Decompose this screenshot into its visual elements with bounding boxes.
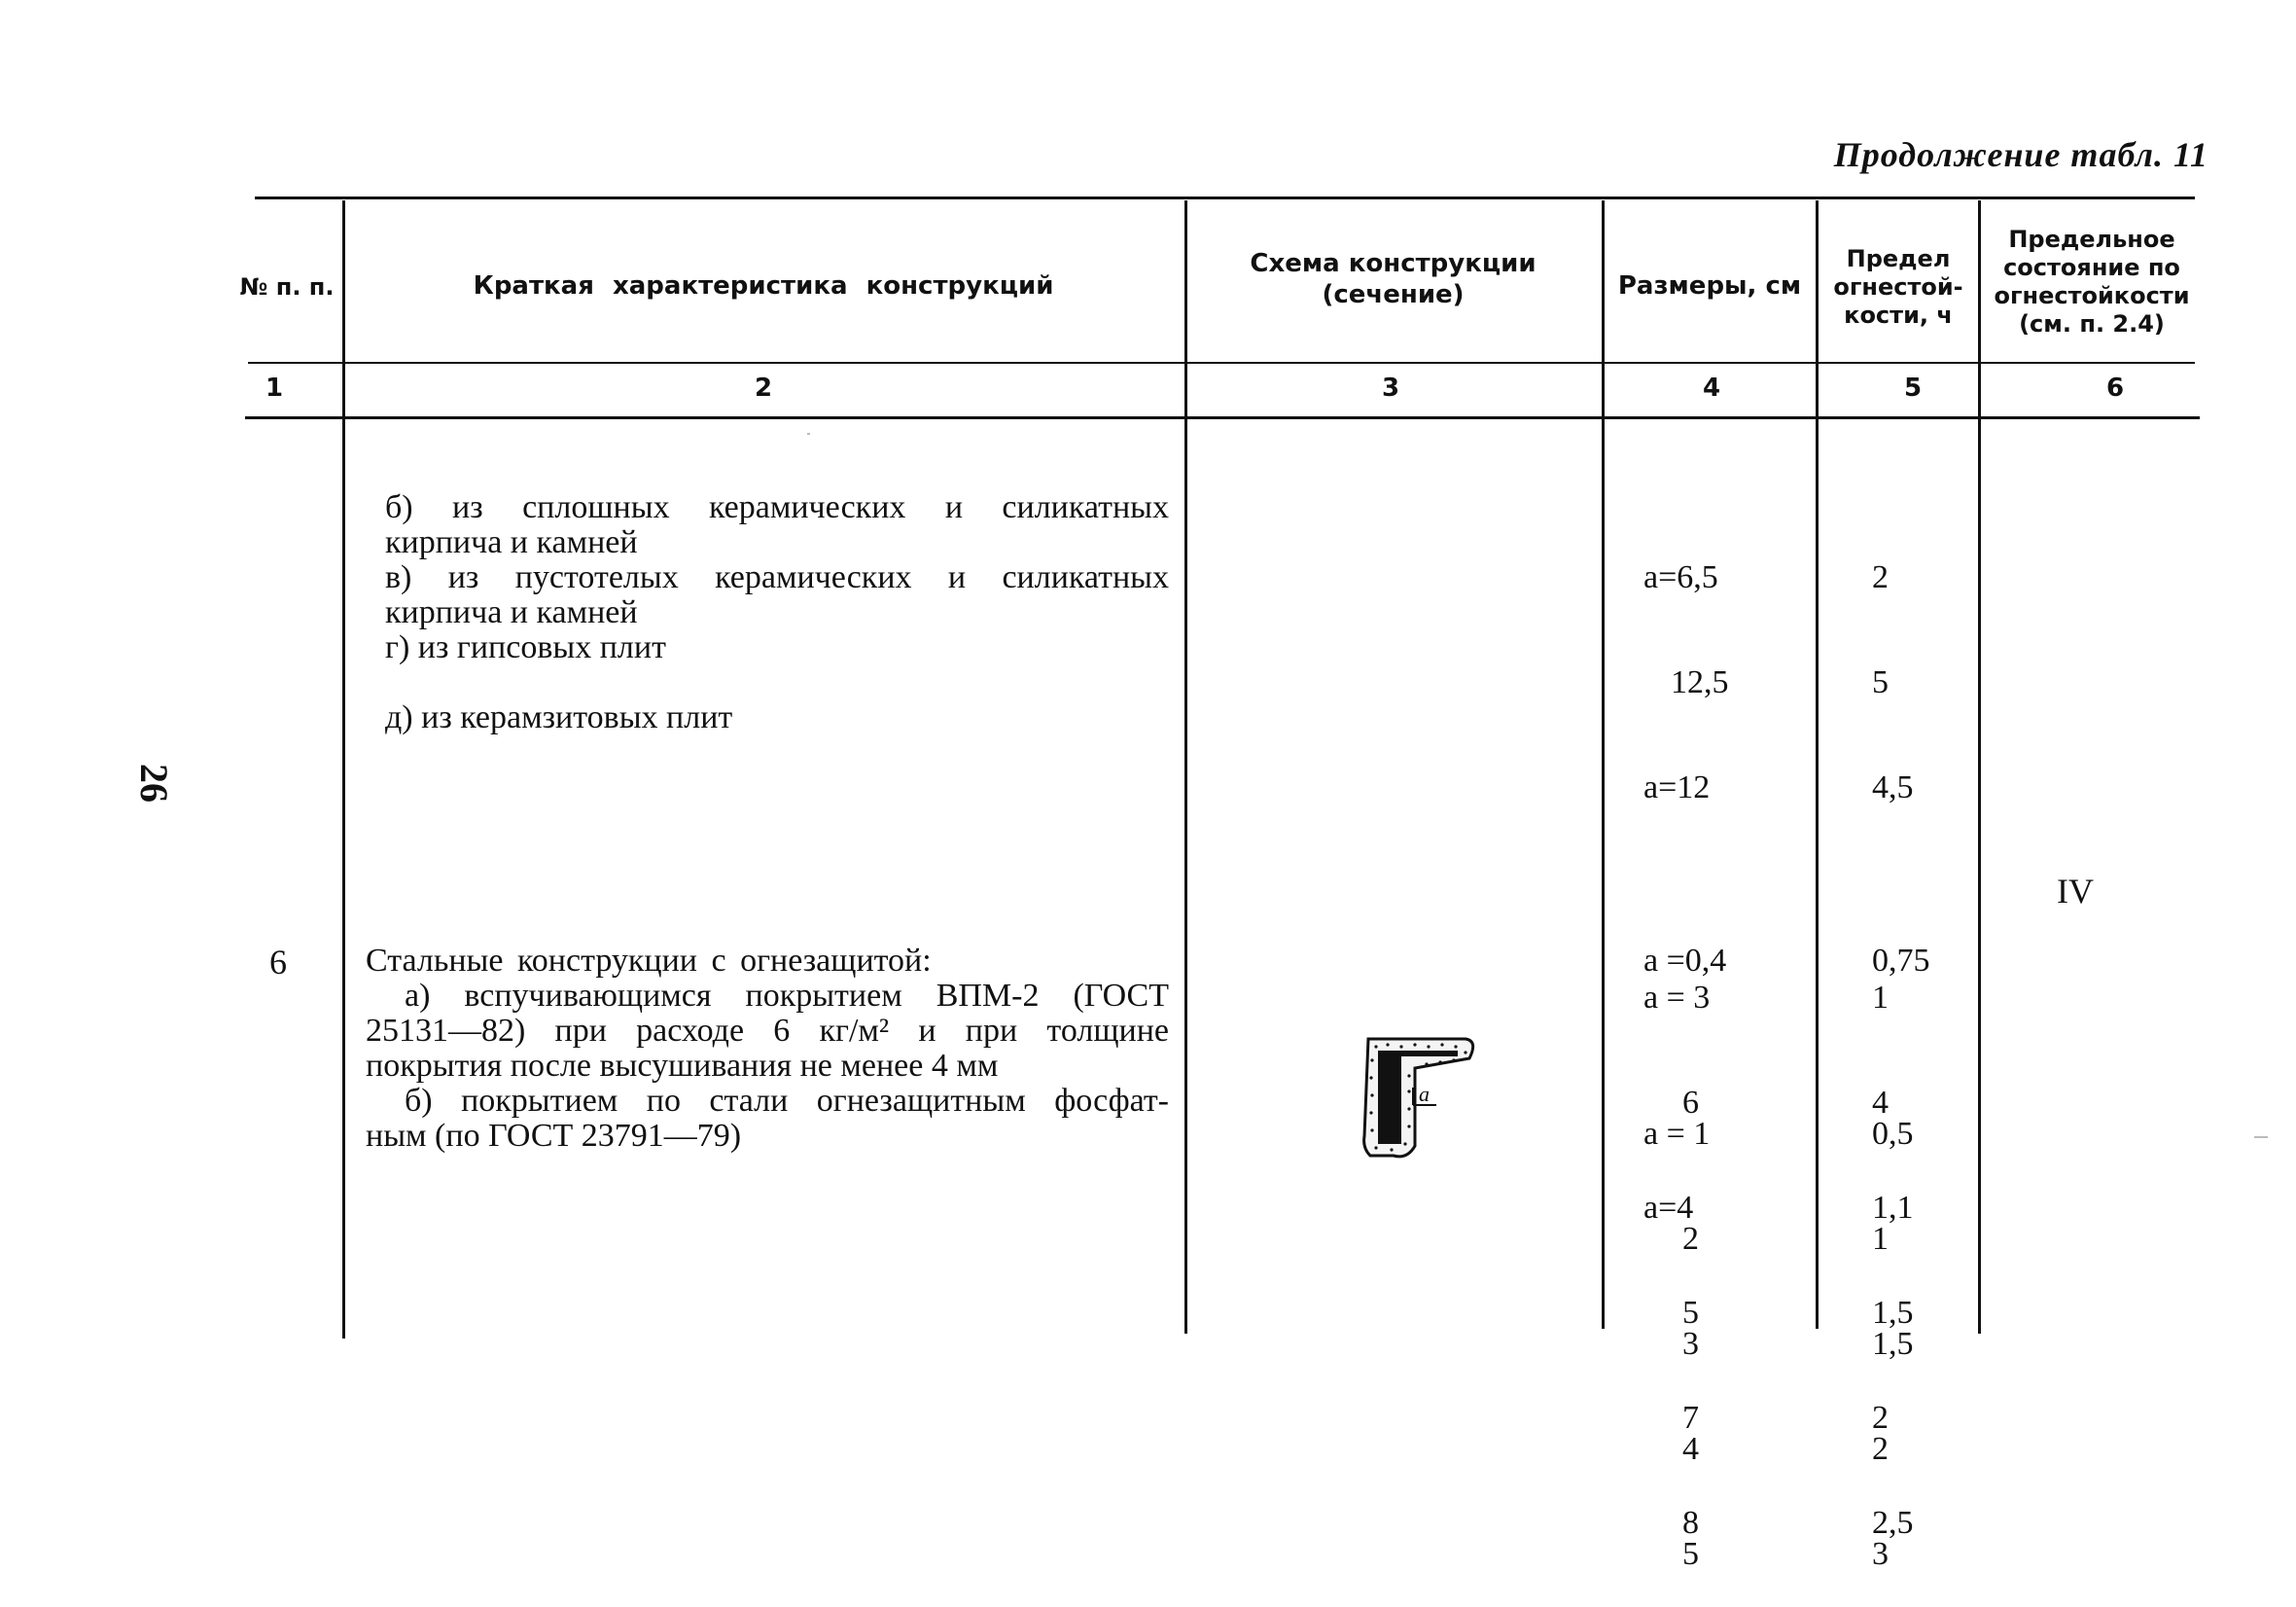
row6-line-5: б) покрытием по стали огнезащитным фосфат- <box>405 1083 1169 1119</box>
block1-line-7: д) из керамзитовых плит <box>385 699 733 735</box>
page-number: 26 <box>132 764 176 803</box>
row6-limits-b <box>1872 1047 1969 1607</box>
col-header-limit-line-2: огнестой- <box>1833 273 1963 302</box>
col-header-limit-line-3: кости, ч <box>1844 301 1953 329</box>
block1-limit-2: 5 <box>1872 664 1889 700</box>
block1-size-4 <box>1643 875 1789 911</box>
header-bottom-rule <box>248 362 2195 364</box>
block1-size-2: 12,5 <box>1671 664 1729 700</box>
col-header-scheme-line-2: (сечение) <box>1322 279 1465 309</box>
row6-limit-b-2: 1 <box>1872 1221 1889 1257</box>
col-divider-3 <box>1602 200 1605 1329</box>
col-header-state-line-2: состояние по <box>2003 254 2180 282</box>
block1-limit-6: 4 <box>1872 1085 1889 1121</box>
col-number-5: 5 <box>1903 374 1923 403</box>
col-header-limit-line-1: Предел <box>1846 245 1951 273</box>
col-number-2: 2 <box>754 374 773 403</box>
block1-limit-8: 1,5 <box>1872 1295 1914 1331</box>
block1-size-1: a=6,5 <box>1643 559 1718 595</box>
block1-line-3: в) из пустотелых керамических и силикатных <box>385 559 1169 595</box>
col-divider-5 <box>1978 200 1981 1334</box>
row-6-number: 6 <box>269 943 287 982</box>
block1-limit-5: 1 <box>1872 980 1889 1016</box>
row6-size-b-1: a = 1 <box>1643 1116 1711 1152</box>
scan-mark <box>2254 1136 2268 1138</box>
col-header-state-line-4: (см. п. 2.4) <box>2019 309 2165 338</box>
row6-size-b-3: 3 <box>1682 1326 1699 1362</box>
col-header-state-line-3: огнестойкости <box>1994 282 2190 309</box>
block1-limit-4 <box>1872 875 1969 911</box>
col-header-description: Краткая характеристика конструкций <box>473 271 1054 302</box>
colnum-bottom-rule <box>245 416 2200 419</box>
block1-line-4: кирпича и камней <box>385 594 638 630</box>
block1-description <box>385 490 1169 735</box>
row6-limit-b-5: 3 <box>1872 1536 1889 1572</box>
block1-limit-9: 2 <box>1872 1400 1889 1436</box>
col-header-scheme <box>1191 243 1595 316</box>
table-continuation-title: Продолжение табл. 11 <box>1833 135 2208 174</box>
row6-description <box>366 944 1169 1154</box>
col-divider-2 <box>1184 200 1187 1334</box>
block1-limit-3: 4,5 <box>1872 769 1914 805</box>
row6-size-b-5: 5 <box>1682 1536 1699 1572</box>
col-number-4: 4 <box>1702 374 1721 403</box>
block1-size-6: 6 <box>1682 1085 1699 1121</box>
col-number-6: 6 <box>2105 374 2125 403</box>
row6-line-1: Стальные конструкции с огнезащитой: <box>366 943 932 979</box>
col-header-number: № п. п. <box>239 272 335 301</box>
block1-line-6 <box>385 665 1169 700</box>
table-top-rule <box>255 196 2195 199</box>
row6-limit-b-1: 0,5 <box>1872 1116 1914 1152</box>
col-header-limit <box>1820 241 1976 334</box>
block1-size-5: a = 3 <box>1643 980 1711 1016</box>
block1-line-5: г) из гипсовых плит <box>385 629 666 665</box>
block1-limit-7: 1,1 <box>1872 1190 1914 1226</box>
row6-limit-b-3: 1,5 <box>1872 1326 1914 1362</box>
block1-limit-1: 2 <box>1872 559 1889 595</box>
col-number-3: 3 <box>1381 374 1400 403</box>
angle-section-scheme <box>1357 1031 1483 1167</box>
block1-size-7: a=4 <box>1643 1190 1694 1226</box>
row6-size-a: a =0,4 <box>1643 943 1727 979</box>
col-header-state-line-1: Предельное <box>2008 226 2175 254</box>
row6-sizes-b <box>1643 1047 1789 1607</box>
col-header-scheme-line-1: Схема конструкции <box>1250 249 1537 279</box>
dimension-label: a <box>1419 1082 1430 1106</box>
row6-line-2: а) вспучивающимся покрытием ВПМ-2 (ГОСТ <box>405 978 1169 1014</box>
block1-size-10: 8 <box>1682 1505 1699 1541</box>
col-number-1: 1 <box>265 374 284 403</box>
col-divider-4 <box>1816 200 1819 1329</box>
limit-state-value: IV <box>2057 872 2094 911</box>
block1-size-3: a=12 <box>1643 769 1711 805</box>
block1-size-9: 7 <box>1682 1400 1699 1436</box>
row6-line-6: ным (по ГОСТ 23791—79) <box>366 1118 742 1154</box>
col-header-sizes: Размеры, см <box>1617 271 1802 302</box>
block1-line-1: б) из сплошных керамических и силикатных <box>385 489 1169 525</box>
block1-limit-10: 2,5 <box>1872 1505 1914 1541</box>
row6-size-b-2: 2 <box>1682 1221 1699 1257</box>
block1-size-8: 5 <box>1682 1295 1699 1331</box>
scan-dot <box>807 433 810 435</box>
row6-limit-b-4: 2 <box>1872 1431 1889 1467</box>
row6-limit-a: 0,75 <box>1872 943 1930 979</box>
block1-line-2: кирпича и камней <box>385 524 638 560</box>
row6-line-4: покрытия после высушивания не менее 4 мм <box>366 1048 999 1084</box>
row6-line-3: 25131—82) при расходе 6 кг/м² и при толщине <box>366 1013 1169 1049</box>
col-header-state <box>1984 224 2200 340</box>
row6-size-b-4: 4 <box>1682 1431 1699 1467</box>
col-divider-1 <box>342 200 345 1339</box>
